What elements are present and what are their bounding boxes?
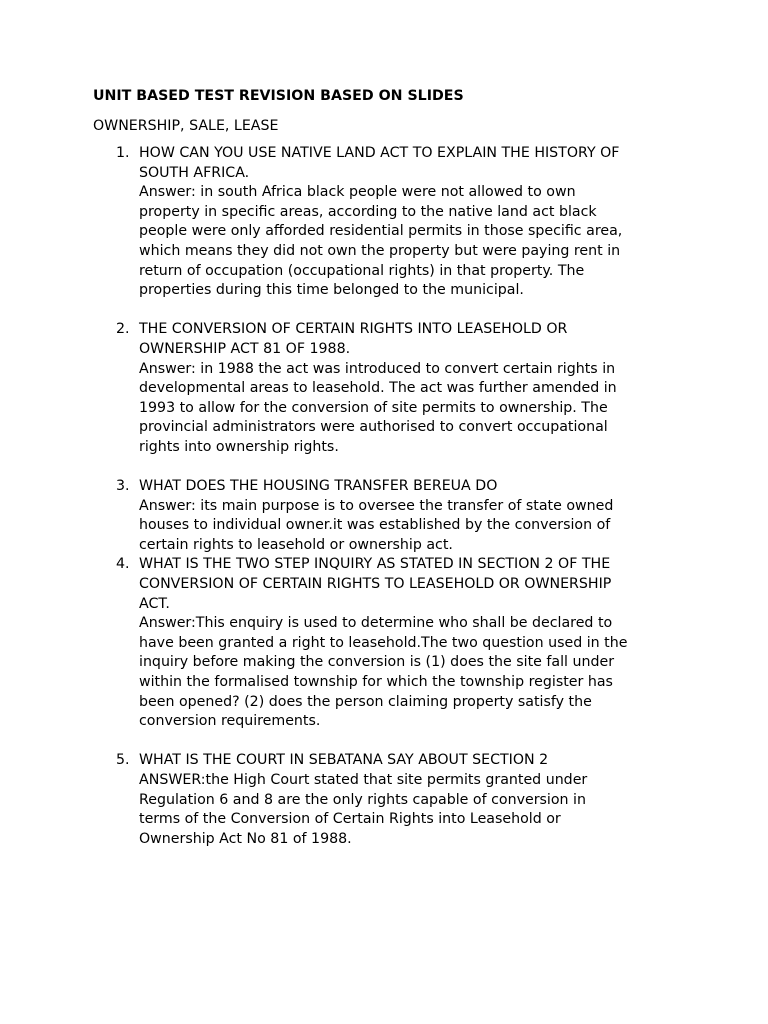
answer-text: ANSWER:the High Court stated that site permits granted under Regulation 6 and 8 are the only rights capable of conversion in terms of the Conversion of Certain Rights into Leasehold or Ownership Act No 81 of 1988. (139, 772, 588, 847)
question-number: 3. (116, 478, 130, 495)
answer-text: Answer: in 1988 the act was introduced to convert certain rights in developmental areas to leasehold. The act was further amended in 1993 to allow for the conversion of site permits to ownership. The provincial administrators were authorised to convert occupational rights into ownership rights. (139, 360, 617, 455)
document-subtitle: OWNERSHIP, SALE, LEASE (93, 118, 279, 134)
question-text: THE CONVERSION OF CERTAIN RIGHTS INTO LEASEHOLD OR OWNERSHIP ACT 81 OF 1988. (139, 321, 568, 357)
question-item-2 (93, 320, 693, 457)
question-text: WHAT DOES THE HOUSING TRANSFER BEREUA DO (139, 478, 498, 495)
question-item-4 (93, 555, 693, 731)
question-text: HOW CAN YOU USE NATIVE LAND ACT TO EXPLAIN THE HISTORY OF SOUTH AFRICA. (139, 145, 620, 181)
question-item-1 (93, 144, 693, 301)
question-text: WHAT IS THE TWO STEP INQUIRY AS STATED IN SECTION 2 OF THE CONVERSION OF CERTAIN RIGHTS TO LEASEHOLD OR OWNERSHIP ACT. (139, 556, 612, 612)
question-number: 1. (116, 145, 130, 161)
question-number: 5. (116, 752, 130, 769)
answer-text: Answer: in south Africa black people were not allowed to own property in specific areas, according to the native land act black people were only afforded residential permits in those specific area, which means they did not own the property but were paying rent in return of occupation (occupational rights) in that property. The properties during this time belonged to the municipal. (139, 184, 623, 299)
answer-text: Answer:This enquiry is used to determine who shall be declared to have been granted a right to leasehold.The two question used in the inquiry before making the conversion is (1) does the site fall under within the formalised township for which the township register has been opened? (2) does the person claiming property satisfy the conversion requirements. (139, 615, 628, 730)
document-title: UNIT BASED TEST REVISION BASED ON SLIDES (93, 88, 464, 104)
question-text: WHAT IS THE COURT IN SEBATANA SAY ABOUT SECTION 2 (139, 752, 549, 769)
answer-text: Answer: its main purpose is to oversee the transfer of state owned houses to individual owner.it was established by the conversion of certain rights to leasehold or ownership act. (139, 497, 614, 553)
question-list (93, 144, 693, 849)
question-item-3 (93, 477, 693, 555)
document-page (93, 86, 693, 849)
question-number: 4. (116, 556, 130, 573)
question-number: 2. (116, 321, 130, 338)
question-item-5 (93, 751, 693, 849)
